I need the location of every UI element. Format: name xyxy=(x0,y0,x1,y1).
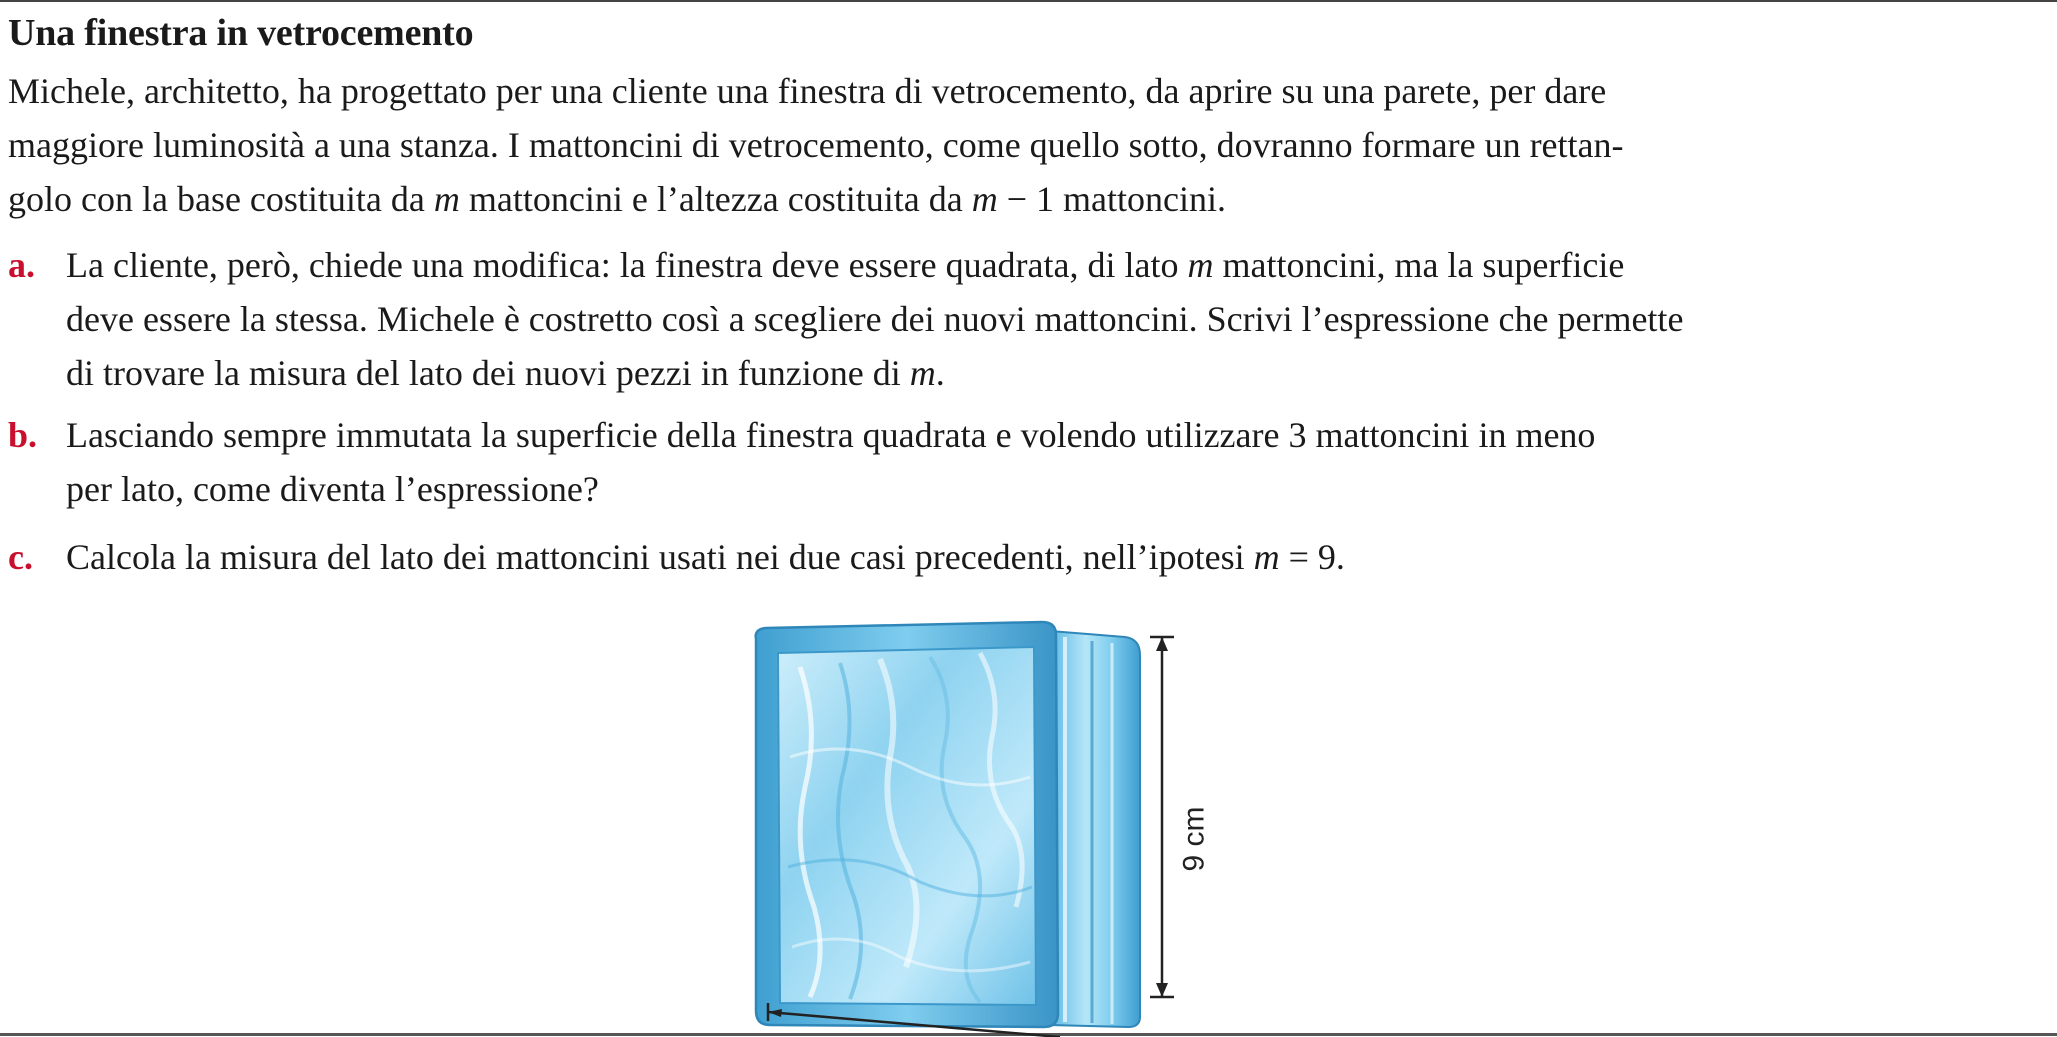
intro-line-1: Michele, architetto, ha progettato per una cliente una finestra di vetrocemento, da aprire su una parete, per dare xyxy=(8,71,1607,111)
question-b xyxy=(8,408,1958,516)
intro-text: mattoncini e l’altezza costituita da xyxy=(459,179,972,219)
question-marker-a: a. xyxy=(8,245,35,285)
dimension-label: 9 cm xyxy=(1177,806,1211,872)
exercise-intro xyxy=(8,64,1958,226)
intro-text: golo con la base costituita da xyxy=(8,179,434,219)
block-front xyxy=(756,622,1058,1027)
question-text: di trovare la misura del lato dei nuovi pezzi in funzione di xyxy=(66,353,910,393)
glass-block-illustration xyxy=(730,607,1210,1037)
question-text: Calcola la misura del lato dei mattoncini usati nei due casi precedenti, nell’ipotesi xyxy=(66,537,1254,577)
question-text-b xyxy=(66,408,1958,516)
height-dimension-line xyxy=(1150,637,1174,997)
question-a xyxy=(8,238,1958,400)
variable-m: m xyxy=(1187,245,1214,285)
question-marker-c: c. xyxy=(8,537,33,577)
variable-m: m xyxy=(433,179,460,219)
variable-m: m xyxy=(909,353,936,393)
question-marker-b: b. xyxy=(8,415,38,455)
question-b-line-2: per lato, come diventa l’espressione? xyxy=(66,469,599,509)
question-text: . xyxy=(935,353,945,393)
question-text: mattoncini, ma la superficie xyxy=(1213,245,1625,285)
question-text-c xyxy=(66,530,1958,584)
block-side xyxy=(1050,631,1140,1027)
question-c-line-1 xyxy=(66,530,1958,584)
variable-m: m xyxy=(1253,537,1280,577)
question-a-line-3 xyxy=(66,346,1958,400)
question-text: = 9. xyxy=(1279,537,1345,577)
variable-m: m xyxy=(971,179,998,219)
question-text: La cliente, però, chiede una modifica: la finestra deve essere quadrata, di lato xyxy=(66,245,1188,285)
question-b-line-1: Lasciando sempre immutata la superficie della finestra quadrata e volendo utilizzare 3 mattoncini in meno xyxy=(66,415,1596,455)
intro-text: − 1 mattoncini. xyxy=(997,179,1226,219)
exercise-title: Una finestra in vetrocemento xyxy=(8,12,474,54)
question-text-a xyxy=(66,238,1958,400)
question-a-line-1 xyxy=(66,238,1958,292)
intro-line-3 xyxy=(8,172,1958,226)
question-a-line-2: deve essere la stessa. Michele è costretto così a scegliere dei nuovi mattoncini. Scrivi l’espressione che permette xyxy=(66,299,1684,339)
question-c xyxy=(8,530,1958,584)
intro-line-2: maggiore luminosità a una stanza. I mattoncini di vetrocemento, come quello sotto, dovranno formare un rettan- xyxy=(8,125,1624,165)
